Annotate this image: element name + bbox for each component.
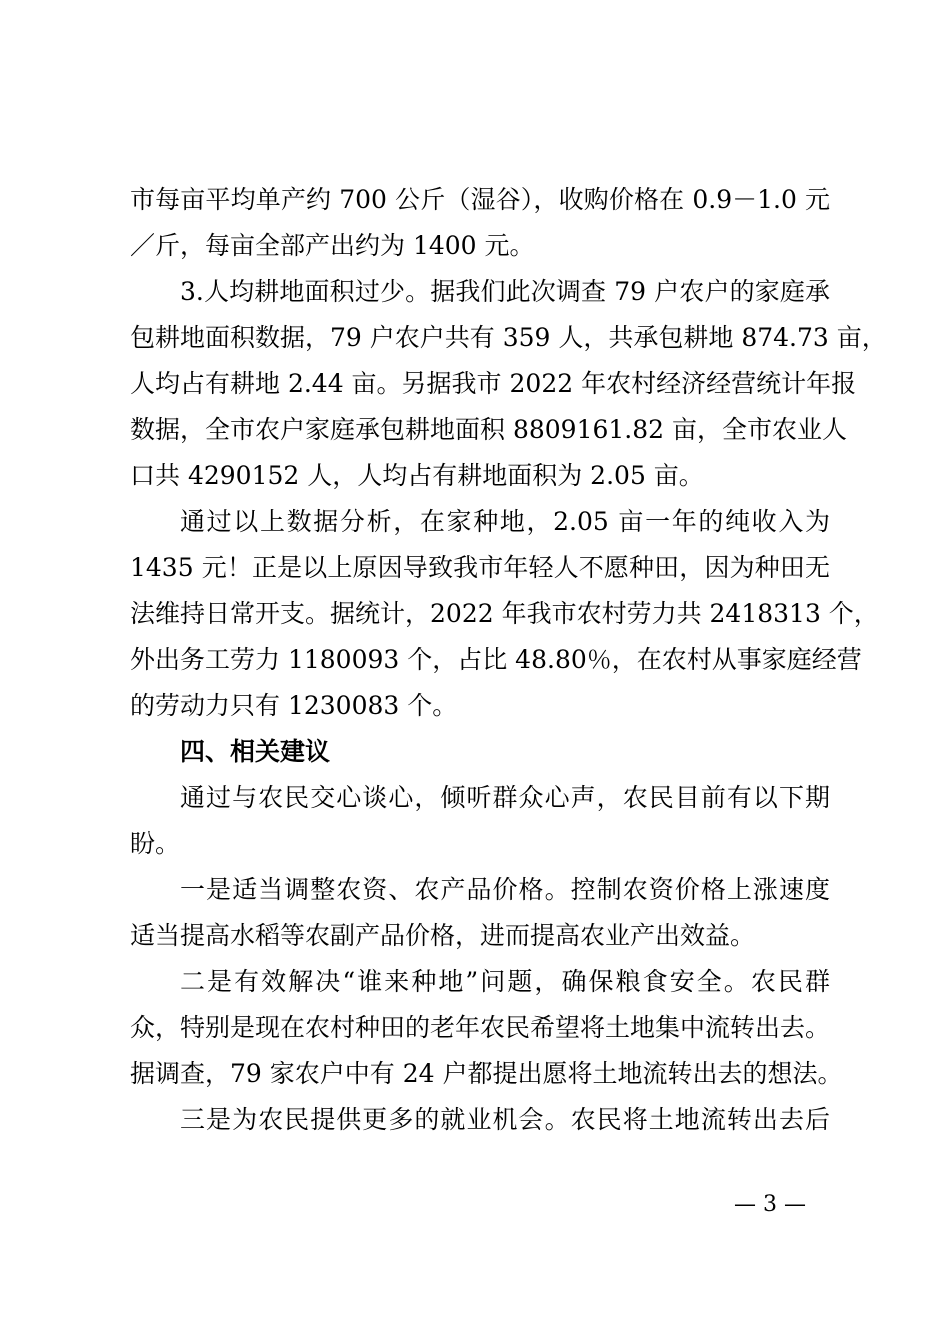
- body-line-2: ／斤，每亩全部产出约为 1400 元。: [130, 231, 535, 260]
- body-line-1: 市每亩平均单产约 700 公斤（湿谷），收购价格在 0.9－1.0 元: [130, 185, 830, 214]
- body-line-21: 三是为农民提供更多的就业机会。农民将土地流转出去后: [180, 1105, 830, 1134]
- body-line-18: 二是有效解决“谁来种地”问题，确保粮食安全。农民群: [180, 967, 830, 996]
- body-line-16: 一是适当调整农资、农产品价格。控制农资价格上涨速度: [180, 875, 830, 904]
- body-line-14: 通过与农民交心谈心，倾听群众心声，农民目前有以下期: [180, 783, 830, 812]
- body-line-17: 适当提高水稻等农副产品价格，进而提高农业产出效益。: [130, 921, 756, 950]
- body-line-15: 盼。: [130, 829, 181, 858]
- body-line-10: 法维持日常开支。据统计，2022 年我市农村劳力共 2418313 个，: [130, 599, 879, 628]
- body-line-19: 众，特别是现在农村种田的老年农民希望将土地集中流转出去。: [130, 1013, 831, 1042]
- body-line-12: 的劳动力只有 1230083 个。: [130, 691, 458, 720]
- body-line-8: 通过以上数据分析，在家种地，2.05 亩一年的纯收入为: [180, 507, 830, 536]
- body-line-6: 数据，全市农户家庭承包耕地面积 8809161.82 亩，全市农业人: [130, 415, 847, 444]
- body-line-7: 口共 4290152 人，人均占有耕地面积为 2.05 亩。: [130, 461, 704, 490]
- body-line-5: 人均占有耕地 2.44 亩。另据我市 2022 年农村经济经营统计年报: [130, 369, 857, 398]
- page-number: — 3 —: [734, 1192, 806, 1217]
- section-heading: 四、相关建议: [180, 737, 331, 766]
- body-line-11: 外出务工劳力 1180093 个，占比 48.80％，在农村从事家庭经营: [130, 645, 862, 674]
- body-line-9: 1435 元！正是以上原因导致我市年轻人不愿种田，因为种田无: [130, 553, 830, 582]
- body-line-4: 包耕地面积数据，79 户农户共有 359 人，共承包耕地 874.73 亩，: [130, 323, 887, 352]
- body-line-3: 3.人均耕地面积过少。据我们此次调查 79 户农户的家庭承: [180, 277, 830, 306]
- body-line-20: 据调查，79 家农户中有 24 户都提出愿将土地流转出去的想法。: [130, 1059, 843, 1088]
